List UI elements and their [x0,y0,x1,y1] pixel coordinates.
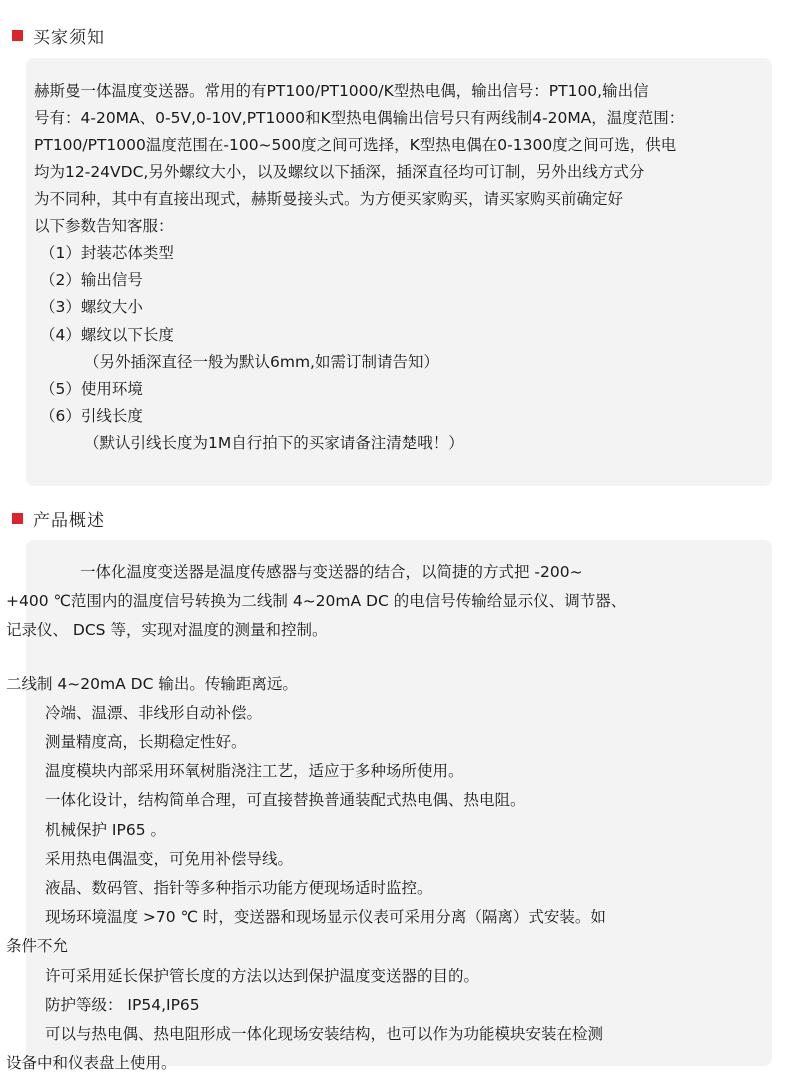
section-header-buyer-notice [12,21,105,49]
spacer [34,646,760,670]
feature-line: 防护等级： IP54,IP65 [45,995,200,1014]
red-square-icon [12,513,23,524]
list-item-note: （默认引线长度为1M自行拍下的买家请备注清楚哦！） [84,434,464,453]
intro-line: +400 ℃范围内的温度信号转换为二线制 4~20mA DC 的电信号传输给显示仪、调节器、 [6,592,627,611]
paragraph-line: 均为12-24VDC,另外螺纹大小，以及螺纹以下插深，插深直径均可订制，另外出线方式分 [34,163,645,181]
list-item: （1）封装芯体类型 [40,244,174,262]
feature-line: 机械保护 IP65 。 [45,820,166,839]
feature-line: 条件不允 [6,937,69,956]
paragraph-line: PT100/PT1000温度范围在-100~500度之间可选择，K型热电偶在0-1300度之间可选，供电 [34,136,677,154]
list-item: （4）螺纹以下长度 [40,325,174,344]
section-header-product-overview [12,504,105,532]
paragraph-line: 以下参数告知客服： [34,217,174,235]
feature-line: 液晶、数码管、指针等多种指示功能方便现场适时监控。 [45,879,433,898]
list-item-note: （另外插深直径一般为默认6mm,如需订制请告知） [84,352,439,371]
list-item: （5）使用环境 [40,380,143,399]
feature-line: 设备中和仪表盘上使用。 [6,1054,177,1073]
intro-line: 记录仪、 DCS 等，实现对温度的测量和控制。 [6,621,328,640]
section-title: 买家须知 [33,27,105,48]
output-line: 二线制 4~20mA DC 输出。传输距离远。 [6,674,298,693]
feature-line: 可以与热电偶、热电阻形成一体化现场安装结构，也可以作为功能模块安装在检测 [45,1025,604,1044]
paragraph-line: 为不同种，其中有直接出现式，赫斯曼接头式。为方便买家购买，请买家购买前确定好 [34,190,624,208]
feature-line: 温度模块内部采用环氧树脂浇注工艺，适应于多种场所使用。 [45,762,464,781]
feature-line: 许可采用延长保护管长度的方法以达到保护温度变送器的目的。 [45,966,480,985]
paragraph-line: 号有：4-20MA、0-5V,0-10V,PT1000和K型热电偶输出信号只有两线制4-20MA，温度范围： [34,109,685,127]
feature-line: 测量精度高，长期稳定性好。 [45,733,247,752]
buyer-notice-panel [26,58,772,486]
intro-line: 一体化温度变送器是温度传感器与变送器的结合，以简捷的方式把 -200~ [80,563,583,581]
feature-line: 一体化设计，结构简单合理，可直接替换普通装配式热电偶、热电阻。 [45,791,526,810]
section-title: 产品概述 [33,510,105,531]
list-item: （2）输出信号 [40,271,143,290]
feature-line: 采用热电偶温变，可免用补偿导线。 [45,849,294,868]
red-square-icon [12,30,23,41]
list-item: （3）螺纹大小 [40,298,143,317]
feature-line: 冷端、温漂、非线形自动补偿。 [45,703,263,722]
list-item: （6）引线长度 [40,407,143,426]
paragraph-line: 赫斯曼一体温度变送器。常用的有PT100/PT1000/K型热电偶，输出信号：PT100,输出信 [34,82,649,100]
feature-line: 现场环境温度 >70 ℃ 时，变送器和现场显示仪表可采用分离（隔离）式安装。如 [45,908,606,927]
product-overview-panel [6,540,772,1073]
